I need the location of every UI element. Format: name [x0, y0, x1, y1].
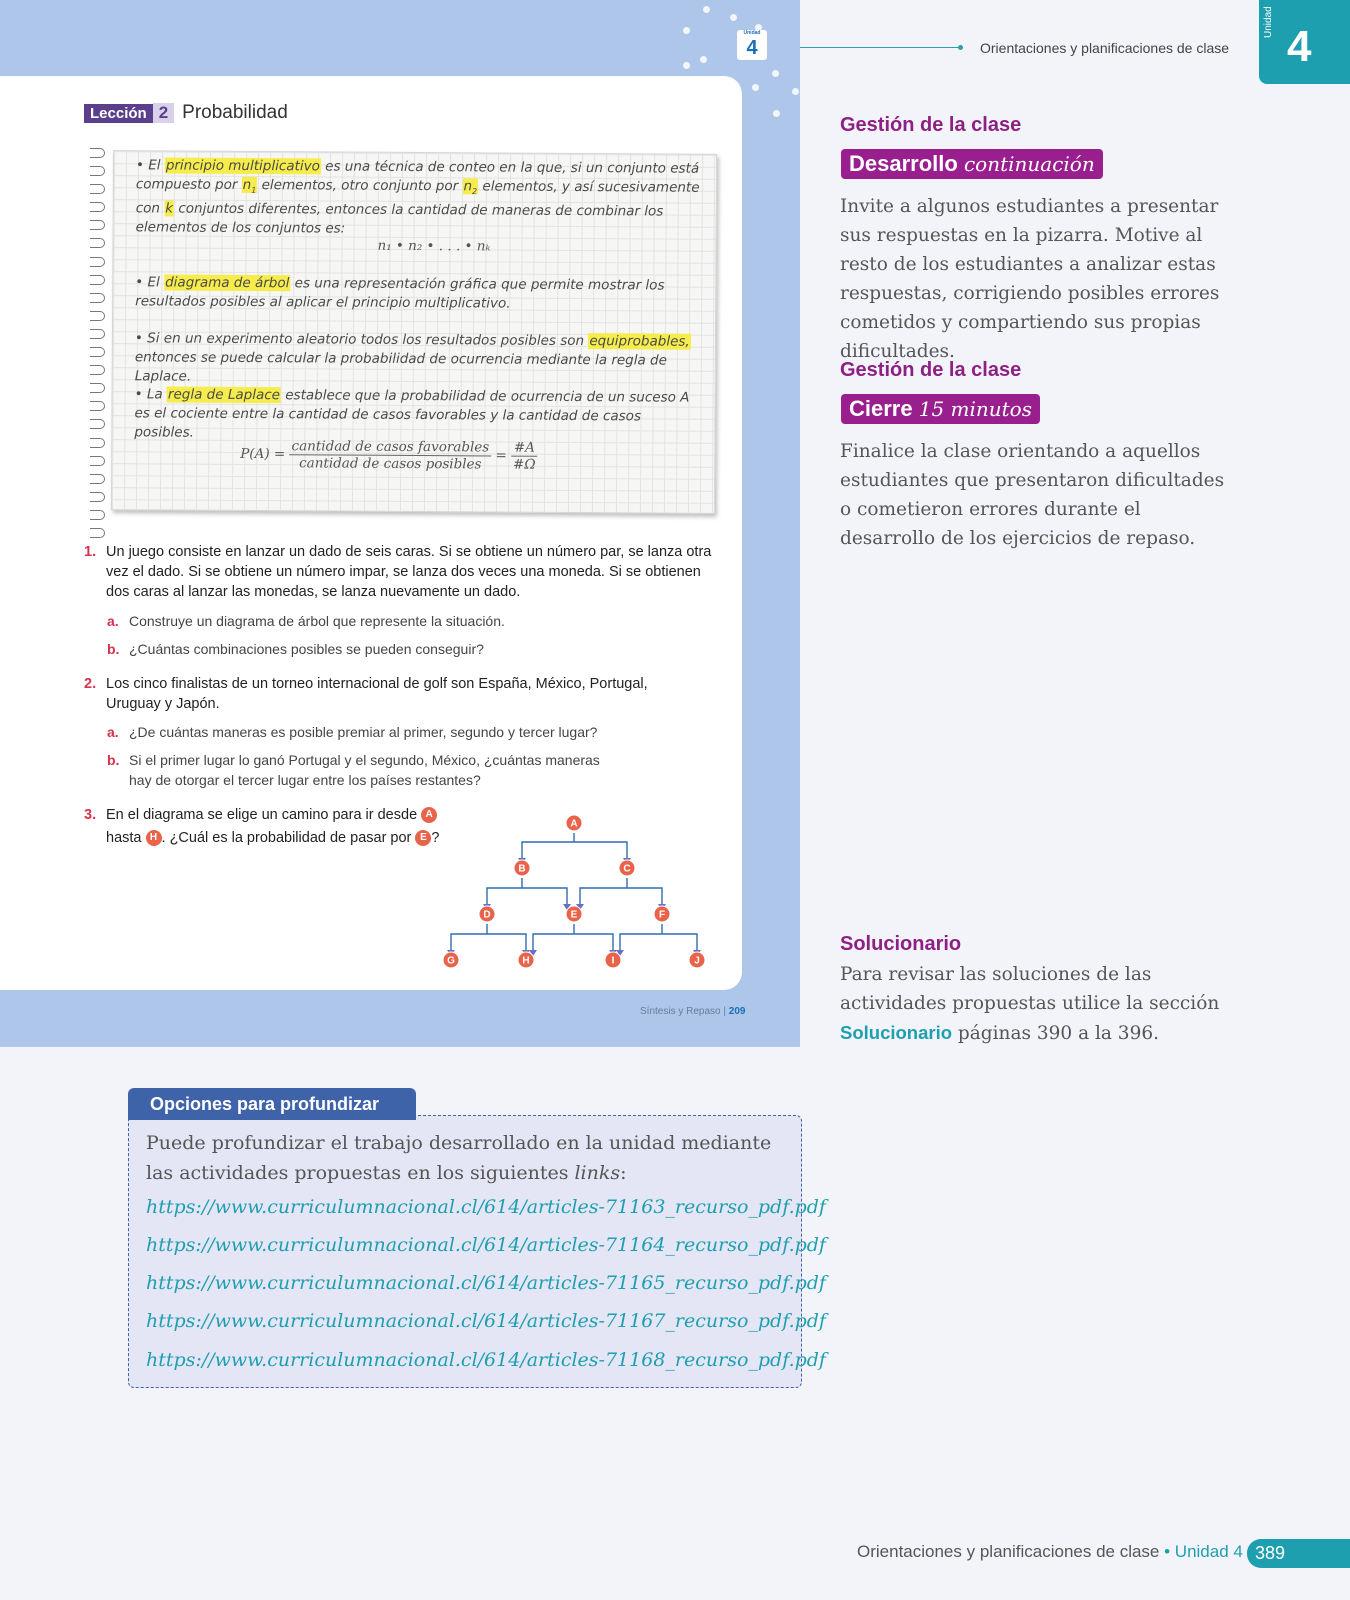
gestion-title-2: Gestión de la clase	[840, 359, 1022, 381]
lesson-tag: Lección	[84, 104, 153, 123]
tree-node-label-f: F	[658, 909, 666, 921]
tree-node-label-d: D	[483, 909, 491, 921]
resource-link-2[interactable]: https://www.curriculumnacional.cl/614/articles-71164_recurso_pdf.pdf	[146, 1234, 826, 1256]
page-footer-text: Orientaciones y planificaciones de clase • Unidad 4	[857, 1542, 1243, 1561]
note-equiprobables: • Si en un experimento aleatorio todos los resultados posibles son equiprobables, entonces se puede calcular la probabilidad de ocurrencia mediante la regla de Laplace.	[134, 330, 690, 385]
lesson-title: Probabilidad	[182, 102, 288, 123]
note-regla-laplace: • La regla de Laplace establece que la probabilidad de ocurrencia de un suceso A es el cociente entre la cantidad de casos favorables y la cantidad de casos posibles.	[134, 386, 690, 441]
tree-node-label-b: B	[518, 863, 526, 875]
tree-node-label-h: H	[522, 955, 530, 967]
formula-laplace: P(A) = $\frac{\text{cantidad de casos favorables}}{\text{cantidad de casos posibles}}$ = $\frac{\#A}{\#\Omega}$	[240, 438, 538, 473]
solucionario-title: Solucionario	[840, 933, 962, 955]
solucionario-reference: Solucionario	[840, 1022, 953, 1043]
node-label-e: E	[415, 830, 431, 846]
tree-node-label-a: A	[570, 818, 578, 830]
exercise-2: 2. Los cinco finalistas de un torneo internacional de golf son España, México, Portugal, Uruguay y Japón.	[84, 676, 648, 712]
exercise-1: 1. Un juego consiste en lanzar un dado de seis caras. Si se obtiene un número par, se lanza otra vez el dado. Si se obtiene un número impar, se lanza dos veces una moneda. Si se obtienen dos caras al lanzar las monedas, se lanza nuevamente un dado.	[84, 544, 712, 600]
note-principio-multiplicativo: • El principio multiplicativo es una técnica de conteo en la que, si un conjunto está compuesto por $n_1$ elementos, otro conjunto por $n_2$ elementos, y así sucesivamente con k conjuntos diferentes, entonces la cantidad de maneras de combinar los elementos de los conjuntos es:	[135, 157, 700, 237]
header-rule-dot	[958, 45, 963, 50]
options-intro: Puede profundizar el trabajo desarrollado en la unidad mediante las actividades propuestas en los siguientes links:	[146, 1132, 772, 1184]
exercise-1b: b. ¿Cuántas combinaciones posibles se pueden conseguir?	[107, 641, 484, 657]
resource-link-5[interactable]: https://www.curriculumnacional.cl/614/articles-71168_recurso_pdf.pdf	[146, 1349, 826, 1371]
solucionario-text: Para revisar las soluciones de las actividades propuestas utilice la sección Solucionario páginas 390 a la 396.	[840, 964, 1220, 1044]
cierre-pill: Cierre 15 minutos	[841, 394, 1040, 424]
desarrollo-pill: Desarrollo continuación	[841, 149, 1103, 179]
tree-node-label-e: E	[570, 909, 578, 921]
lesson-number: 2	[153, 103, 174, 123]
desarrollo-text: Invite a algunos estudiantes a presentar sus respuestas en la pizarra. Motive al resto de los estudiantes a analizar estas respuestas, corrigiendo posibles errores cometidos y compartiendo sus propias dificultades.	[840, 196, 1220, 362]
path-tree-diagram	[0, 0, 800, 1000]
running-header: Orientaciones y planificaciones de clase	[980, 40, 1230, 56]
options-title: Opciones para profundizar	[128, 1088, 416, 1120]
student-page-footer: Síntesis y Repaso | 209	[640, 1006, 746, 1017]
node-label-h: H	[146, 830, 162, 846]
cierre-text: Finalice la clase orientando a aquellos estudiantes que presentaron dificultades o cometieron errores durante el desarrollo de los ejercicios de repaso.	[840, 441, 1225, 549]
exercise-3: 3. En el diagrama se elige un camino para ir desde A hasta H . ¿Cuál es la probabilidad de pasar por E ?	[84, 807, 440, 846]
resource-link-4[interactable]: https://www.curriculumnacional.cl/614/articles-71167_recurso_pdf.pdf	[146, 1310, 826, 1332]
page-number: 389	[1247, 1539, 1350, 1568]
node-label-a: A	[421, 807, 437, 823]
note-diagrama-arbol: • El diagrama de árbol es una representación gráfica que permite mostrar los resultados posibles al aplicar el principio multiplicativo.	[135, 274, 665, 312]
tree-node-label-g: G	[447, 955, 455, 967]
gestion-title-1: Gestión de la clase	[840, 114, 1022, 136]
formula-multiplicative: n₁ • n₂ • . . . • nₖ	[377, 237, 491, 255]
unit-tab: Unidad 4	[1259, 0, 1350, 84]
exercise-1a: a. Construye un diagrama de árbol que represente la situación.	[107, 613, 505, 629]
header-rule	[800, 47, 960, 48]
tree-node-label-i: I	[611, 955, 615, 967]
exercise-2b: b. Si el primer lugar lo ganó Portugal y el segundo, México, ¿cuántas maneras hay de otorgar el tercer lugar entre los países restantes?	[107, 752, 600, 788]
resource-link-1[interactable]: https://www.curriculumnacional.cl/614/articles-71163_recurso_pdf.pdf	[146, 1196, 826, 1218]
tree-node-label-c: C	[623, 863, 631, 875]
exercise-2a: a. ¿De cuántas maneras es posible premiar al primer, segundo y tercer lugar?	[107, 724, 598, 740]
resource-link-3[interactable]: https://www.curriculumnacional.cl/614/articles-71165_recurso_pdf.pdf	[146, 1272, 826, 1294]
unit-badge: Unidad 4	[737, 30, 767, 60]
tree-node-label-j: J	[694, 955, 700, 967]
